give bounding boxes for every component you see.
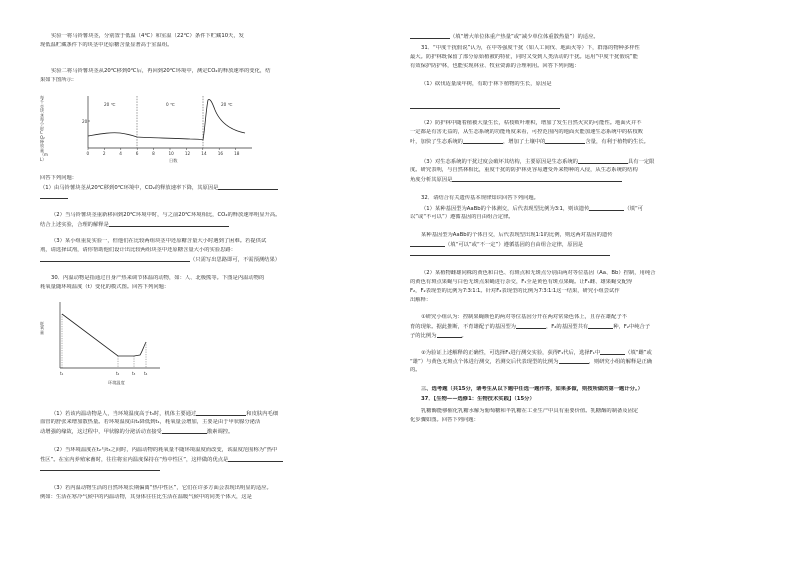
oxygen-curve [62, 314, 146, 356]
q32-2-text4: 子的比例为 [410, 333, 437, 339]
q31-3-text2: 具有一定限 [627, 159, 655, 165]
q32-2-line4: 出解释： [410, 297, 432, 303]
q31-line1: 31．“中度干扰假说”认为，在中等强度干扰（如人工间伐、地面火等）下，群落的物种多样性 [421, 45, 640, 51]
q30-1-text3: 动增强的缘故，这过程中，甲状腺的分泌活动直接受 [40, 429, 162, 435]
q31-3-line1 [410, 158, 760, 166]
fig2-ylabel: 耗氧量 [40, 321, 44, 335]
answer-blank[interactable] [578, 158, 628, 164]
answer-blank[interactable] [228, 456, 283, 462]
xtick-label: 8 [152, 151, 155, 156]
answer-blank[interactable] [559, 358, 589, 364]
q32-2-text6: （填“雌”或 [625, 350, 652, 356]
q31-3-text: （3）对生态系统的干扰过度会破坏其结构，主要原因是生态系统的 [421, 159, 578, 165]
answer-blank[interactable] [40, 465, 160, 471]
xtick-label: 16 [217, 151, 224, 156]
q32-2-text3: 种，F₂中纯合子 [613, 324, 651, 330]
q32-2-line6 [410, 323, 760, 331]
answer-blank[interactable] [410, 241, 445, 247]
ytick-20: 20 [82, 119, 88, 124]
q3-line3 [40, 256, 380, 264]
q1-line1 [40, 184, 380, 192]
answer-blank[interactable] [589, 205, 624, 211]
answer-blank[interactable] [410, 250, 610, 256]
exp1-line2: 现低温贮藏条件下的块茎中还原糖含量显著高于室温组。 [40, 42, 173, 48]
answer-blank[interactable] [410, 103, 560, 109]
q3-line1: （3）某小组重复实验一，但他们在比较两组块茎中还原糖含量大小时遇到了困难。若提供试 [51, 238, 267, 244]
xtick-label: 12 [184, 151, 191, 156]
q30-1-line3 [40, 428, 380, 436]
q32-1-line5 [410, 250, 760, 258]
xtick-label: 4 [119, 151, 122, 156]
tick-t2: t₂ [116, 371, 120, 376]
chart-ylabel: 每千克块茎每小时CO₂释放量（mL） [40, 95, 48, 162]
answer-blank[interactable] [218, 184, 278, 190]
q3-line2: 剂，请选择试剂，请你帮助他们设计出比较两组块茎中还原糖含量大小的实验思路： [40, 247, 236, 253]
q30-1-text4: 激素调控。 [206, 429, 234, 435]
q30-1-line2: 血管的舒张来增加散热量。若环境温度由t₂降低到t₁，耗氧量会增加，主要是由于甲状腺分泌活 [40, 419, 261, 425]
q32-line1: 32．请结合有关遗传基本规律知识回答下列问题。 [421, 195, 539, 201]
q31-3-line2: 度。研究表明，与自然林相比，重度干扰的防护林更容易遭受外来物种的入侵，从生态系统的结构 [410, 167, 638, 173]
q32-1-text2: （填“可 [624, 206, 644, 212]
q30-1-text: （1）若该内温动物是人，当环境温度高于t₃时，机体主要通过 [51, 411, 197, 417]
q32-2-line1: （2）某植物雌雄同株的黄色和白色、有斑点和无斑点分别由两对等位基因（Aa、Bb）控制，用纯合 [421, 270, 656, 276]
q32-1-line1 [410, 205, 760, 213]
q2-line2 [40, 221, 380, 229]
q32-1-text: （1）某种基因型为AaBb的个体测交，后代表现型比例为3∶1，则该遗传 [421, 206, 590, 212]
q30-2-text: 性区”。在室内养殖家畜时，往往将室内温度保持在“热中性区”，这样做的优点是 [40, 457, 229, 463]
q32-2-line7: 子的比例为 。 [410, 333, 467, 339]
answer-blank[interactable] [588, 323, 613, 329]
tick-t3: t₃ [132, 371, 136, 376]
q32-2-text7: “雄”）与黄色无斑点个体进行测交，若测交后代表现型的比例为 [410, 359, 559, 365]
chart-xlabel: 日数 [169, 158, 178, 163]
q32-2-text2: ，F₂的基因型共有 [545, 324, 589, 330]
q32-2-line5: ①研究小组认为：控制果蝇颜色的两对等位基因分开在两对常染色体上，且存在雄配子不 [421, 314, 628, 320]
zone-label-2: 0 ℃ [166, 102, 175, 107]
q-intro: 回答下列问题： [40, 175, 78, 181]
q2-text: 结合上述实验，合理的解释是 [40, 222, 109, 228]
xtick-label: 10 [168, 151, 174, 156]
q31-2-line3 [410, 138, 760, 146]
exp1-line1: 实验一将马铃薯块茎，分别置于低温（4℃）和室温（22℃）条件下贮藏10天，发 [51, 33, 244, 39]
xtick-label: 6 [135, 151, 139, 156]
q32-1-text4: （填“可以”或“不一定”）遵循基因的自由组合定律，原因是 [445, 242, 584, 248]
q37-heading: 37．【生物——选修1：生物技术实践】（15分） [421, 396, 535, 402]
r0-text: （填“增大单位体重产热量”或“减少单位体重散热量”）的适应。 [450, 34, 599, 40]
q32-2-text: 育的现象。据此推断，不育雄配子的基因型为 [410, 324, 516, 330]
q1-line2 [40, 193, 380, 201]
answer-blank[interactable] [452, 176, 622, 182]
oxygen-consumption-chart [40, 292, 180, 392]
q30-line2: 耗氧量随环境温度（t）变化的模式图。回答下列问题： [40, 284, 170, 290]
tick-t1: t₁ [60, 371, 64, 376]
q32-2-line9 [410, 358, 760, 366]
answer-blank[interactable] [600, 349, 625, 355]
q30-3-line2: 例如：生活在寒冷气候中的内温动物，其身体往往比生活在温暖气候中的同类个体大，这是 [40, 494, 252, 500]
q30-3-line1: （3）若内温动物生活的自然环境长期偏离“热中性区”，它们在许多方面会表现出明显的适应。 [51, 485, 272, 491]
answer-blank[interactable] [40, 256, 190, 262]
q31-2-line1: （2）防护林中随着植被大量生长，枯枝败叶堆积，增加了发生自然火灾的可能性。地面火并不 [421, 120, 642, 126]
q32-2-line8 [410, 349, 760, 357]
co2-release-chart [40, 88, 265, 166]
q32-2-line10: 的。 [410, 367, 421, 373]
exp2-line2: 果如下图所示： [40, 77, 78, 83]
r0-line [410, 33, 760, 41]
xtick-label: 14 [201, 151, 207, 156]
q1-text: （1）由马铃薯块茎从20℃移到0℃环境中，CO₂的释放速率下降，其原因是 [40, 185, 219, 191]
answer-blank[interactable] [410, 33, 450, 39]
q31-2-line2: 一定都是有害无益的，从生态系统的功能角度来看，可控范围内的地面火能加速生态系统中的枯枝败 [410, 129, 644, 135]
q32-1-line3: 某种基因型为AaBb的个体自交，后代表现型出现1∶1的比例，则这两对基因的遗传 [421, 232, 613, 238]
q31-3-text3: 角度分析其原因是 [410, 177, 453, 183]
zone-label-3: 20 ℃ [221, 102, 233, 107]
q30-line1: 30．内温动物是指通过自身产热来调节体温的动物，如：人、北极熊等。下图是内温动物的 [51, 275, 265, 281]
answer-blank[interactable] [162, 428, 207, 434]
answer-blank[interactable] [40, 193, 68, 199]
q30-1-line1 [40, 410, 380, 418]
q3-note: （只需写出思路即可，不需预测结果） [190, 257, 281, 263]
q32-1-line4 [410, 241, 760, 249]
q37-line2: 化步骤如图。回答下列问题： [410, 417, 479, 423]
zone-label-1: 20 ℃ [104, 102, 116, 107]
q30-2-line1: （2）当环境温度在t₂与t₃之间时，内温动物的耗氧量不随环境温度而改变，该温度范围称为“热中 [51, 447, 278, 453]
q30-2-line2 [40, 456, 380, 464]
exp2-line1: 实验二将马铃薯块茎从20℃移到0℃后，再回到20℃环境中，测定CO₂的释放速率的变化，结 [51, 68, 271, 74]
xtick-label: 18 [234, 151, 240, 156]
q31-1-line1: （1）砍伐适量成年树，有助于林下植物的生长，原因是 [421, 81, 552, 87]
section-3-heading: 三、选考题（共15分，请考生从以下题中任选一题作答，如果多做，则按所做的第一题计分。） [421, 386, 643, 392]
q2-line1: （2）当马铃薯块茎重新移回到20℃环境中时，与之前20℃环境相比，CO₂的释放速率明显升高。 [51, 212, 281, 218]
q31-3-line3 [410, 176, 760, 184]
answer-blank[interactable] [437, 332, 462, 338]
q31-2-text3: 含量，有利于植物的生长。 [585, 139, 649, 145]
answer-blank[interactable] [545, 138, 585, 144]
answer-blank[interactable] [463, 138, 503, 144]
xtick-label: 0 [86, 151, 90, 156]
answer-blank[interactable] [196, 410, 246, 416]
q31-line3: 有效保护防护林，也能实现林业、牧业资源的合理利用。回答下列问题： [410, 63, 580, 69]
answer-blank[interactable] [516, 323, 546, 329]
tick-t4: t₄ [144, 371, 148, 376]
q32-2-line3: F₂，F₂表现型的比例为7∶3∶1∶1。针对F₂表现型的比例为7∶3∶1∶1这一结果，研究小组尝试作 [410, 288, 620, 294]
q30-2-line3 [40, 465, 380, 473]
fig2-xlabel: 环境温度 [108, 380, 125, 385]
xtick-label: 2 [102, 151, 106, 156]
q32-1-line2: 以”或“不可以”）遵循基因的自由组合定律。 [410, 214, 514, 220]
q37-line1: 乳糖酶能够催化乳糖水解为葡萄糖和半乳糖在工业生产中具有重要价值。乳糖酶的制备及固定 [421, 408, 639, 414]
q32-2-text8: ，则研究小组的解释是正确 [588, 359, 653, 365]
q31-2-text: 叶，加快了生态系统的 [410, 139, 463, 145]
q32-2-line2: 的黄色有斑点果蝇与白色无斑点果蝇进行杂交，F₁全是黄色有斑点果蝇。让F₁雌、雄果蝇交配得 [410, 279, 633, 285]
q31-line2: 最大。防护林既保留了部分原始植被的特征，同时又受到人类活动的干扰。运用“中度干扰假说”能 [410, 54, 638, 60]
answer-blank[interactable] [109, 221, 229, 227]
q32-2-text5: ②为验证上述解释的正确性，可选择F₁进行测交实验，获得F₁代后，选择F₁中 [421, 350, 601, 356]
q30-1-text2: 和皮肤内毛细 [246, 411, 279, 417]
q31-1-line2 [410, 103, 760, 111]
q31-2-text2: ，增加了土壤中的 [502, 139, 546, 145]
